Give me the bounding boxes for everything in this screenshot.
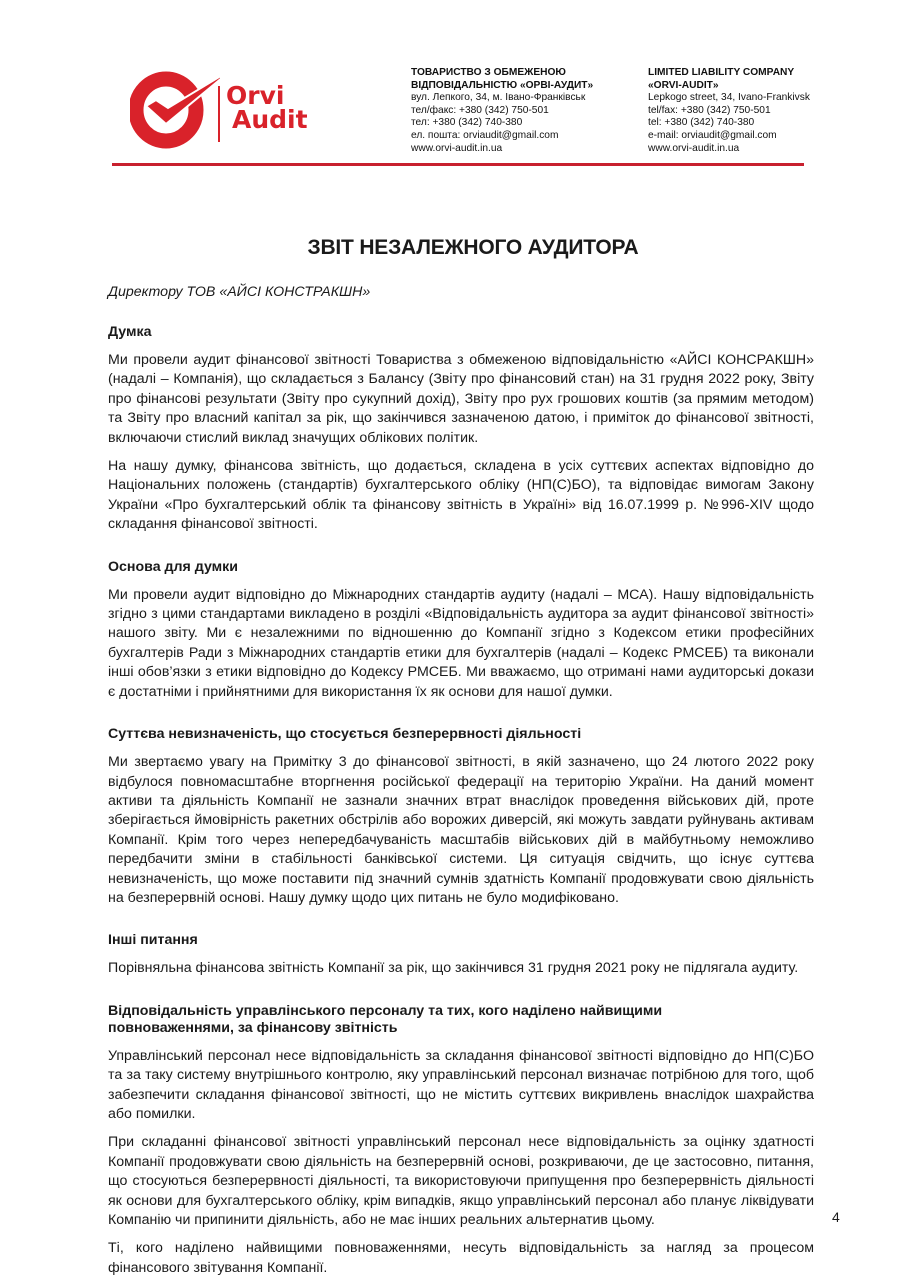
- checkmark-circle-logo-icon: [130, 62, 220, 150]
- section-basis-for-opinion: [108, 559, 814, 702]
- paragraph: На нашу думку, фінансова звітність, що додається, складена в усіх суттєвих аспектах відповідно до Національних положень (стандартів) бухгалтерського обліку (НП(С)БО), та відповідає вимогам Закону України «Про бухгалтерський облік та фінансову звітність в Україні» від 16.07.1999 р. №996-XIV щодо складання фінансової звітності.: [108, 458, 814, 533]
- contact-block-english: [648, 67, 810, 155]
- address: Lepkogo street, 34, Ivano-Frankivsk: [648, 92, 810, 104]
- orvi-audit-logo: [130, 62, 330, 150]
- section-heading: [108, 1003, 814, 1037]
- telephone: тел: +380 (342) 740-380: [411, 117, 523, 129]
- report-body: [108, 230, 814, 1287]
- section-heading: Основа для думки: [108, 558, 238, 575]
- company-name-line2: ВІДПОВІДАЛЬНІСТЮ «ОРВІ-АУДИТ»: [411, 79, 594, 91]
- heading-line1: Відповідальність управлінського персоналу та тих, кого наділено найвищими: [108, 1002, 663, 1019]
- section-other-matters: [108, 932, 814, 978]
- paragraph: Ми звертаємо увагу на Примітку 3 до фінансової звітності, в якій зазначено, що 24 лютого 2022 року відбулося повномасштабне вторгнення російської федерації на територію України. На даний момент активи та діяльність Компанії не зазнали значних втрат внаслідок проведення військових дій, проте зберігається ймовірність ракетних обстрілів або ворожих диверсій, які можуть завдати руйнувань активам Компанії. Крім того через непередбачуваність масштабів військових дій в майбутньому неможливо передбачити зміни в стабільності банківської системи. Ця ситуація свідчить, що існує суттєва невизначеність, що може поставити під значний сумнів здатність Компанії продовжувати свою діяльність на безперервній основі. Нашу думку щодо цих питань не було модифіковано.: [108, 754, 814, 906]
- email: e-mail: orviaudit@gmail.com: [648, 129, 777, 141]
- section-management-responsibility: [108, 1003, 814, 1278]
- section-heading: Думка: [108, 324, 152, 340]
- telfax: тел/факс: +380 (342) 750-501: [411, 104, 549, 116]
- paragraph: Ті, кого наділено найвищими повноваженнями, несуть відповідальність за нагляд за процесом фінансового звітування Компанії.: [108, 1240, 814, 1276]
- paragraph: Управлінський персонал несе відповідальність за складання фінансової звітності відповідно до НП(С)БО та за таку систему внутрішнього контролю, яку управлінський персонал визначає потрібною для того, щоб забезпечити складання фінансової звітності, що не містить суттєвих викривлень внаслідок шахрайства або помилки.: [108, 1047, 814, 1122]
- telephone: tel: +380 (342) 740-380: [648, 117, 755, 129]
- logo-word-orvi: Orvi: [226, 81, 285, 110]
- section-going-concern-uncertainty: [108, 726, 814, 908]
- paragraph: Ми провели аудит фінансової звітності Товариства з обмеженою відповідальністю «АЙСІ КОНСРАКШН» (надалі – Компанія), що складається з Балансу (Звіту про фінансовий стан) на 31 грудня 2022 року, Звіту про фінансові результати (Звіту про сукупний дохід), Звіту про рух грошових коштів (за прямим методом) та Звіту про власний капітал за рік, що закінчився зазначеною датою, і приміток до фінансової звітності, включаючи стислий виклад значущих облікових політик.: [108, 352, 814, 446]
- logo-word-audit: Audit: [232, 105, 308, 134]
- heading-line2: повноваженнями, за фінансову звітність: [108, 1019, 398, 1036]
- company-name-line1: ТОВАРИСТВО З ОБМЕЖЕНОЮ: [411, 67, 566, 78]
- paragraph: Ми провели аудит відповідно до Міжнародних стандартів аудиту (надалі – МСА). Нашу відповідальність згідно з цими стандартами викладено в розділі «Відповідальність аудитора за аудит фінансової звітності» нашого звіту. Ми є незалежними по відношенню до Компанії згідно з Кодексом етики професійних бухгалтерів Ради з Міжнародних стандартів етики для бухгалтерів (надалі – Кодекс РМСЕБ) та виконали інші обов’язки з етики відповідно до Кодексу РМСЕБ. Ми вважаємо, що отримані нами аудиторські докази є достатніми і прийнятними для використання їх як основи для нашої думки.: [108, 586, 814, 700]
- website: www.orvi-audit.in.ua: [648, 142, 740, 154]
- telfax: tel/fax: +380 (342) 750-501: [648, 104, 771, 116]
- company-name-line2: «ORVI-AUDIT»: [648, 79, 719, 91]
- section-heading: Інші питання: [108, 932, 198, 949]
- page-title: ЗВІТ НЕЗАЛЕЖНОГО АУДИТОРА: [307, 236, 639, 259]
- header-divider: [112, 163, 804, 166]
- email: ел. пошта: orviaudit@gmail.com: [411, 129, 559, 141]
- website: www.orvi-audit.in.ua: [411, 142, 503, 154]
- addressee: Директору ТОВ «АЙСІ КОНСТРАКШН»: [108, 284, 371, 300]
- page-number: 4: [832, 1209, 840, 1225]
- logo-divider: [218, 86, 220, 142]
- letterhead: [0, 0, 904, 170]
- section-opinion: [108, 324, 814, 535]
- logo-wordmark: [226, 81, 308, 134]
- section-heading: Суттєва невизначеність, що стосується безперервності діяльності: [108, 726, 582, 743]
- address: вул. Лепкого, 34, м. Івано-Франківськ: [411, 92, 586, 104]
- company-name-line1: LIMITED LIABILITY COMPANY: [648, 67, 795, 78]
- paragraph: Порівняльна фінансова звітність Компанії за рік, що закінчився 31 грудня 2021 року не підлягала аудиту.: [108, 960, 799, 977]
- contact-block-ukrainian: [411, 67, 593, 155]
- paragraph: При складанні фінансової звітності управлінський персонал несе відповідальність за оцінку здатності Компанії продовжувати свою діяльність на безперервній основі, розкриваючи, де це застосовно, питання, що стосуються безперервності діяльності, та використовуючи припущення про безперервність діяльності як основи для бухгалтерського обліку, крім випадків, якщо управлінський персонал або планує ліквідувати Компанію чи припинити діяльність, або не має інших реальних альтернатив цьому.: [108, 1134, 814, 1228]
